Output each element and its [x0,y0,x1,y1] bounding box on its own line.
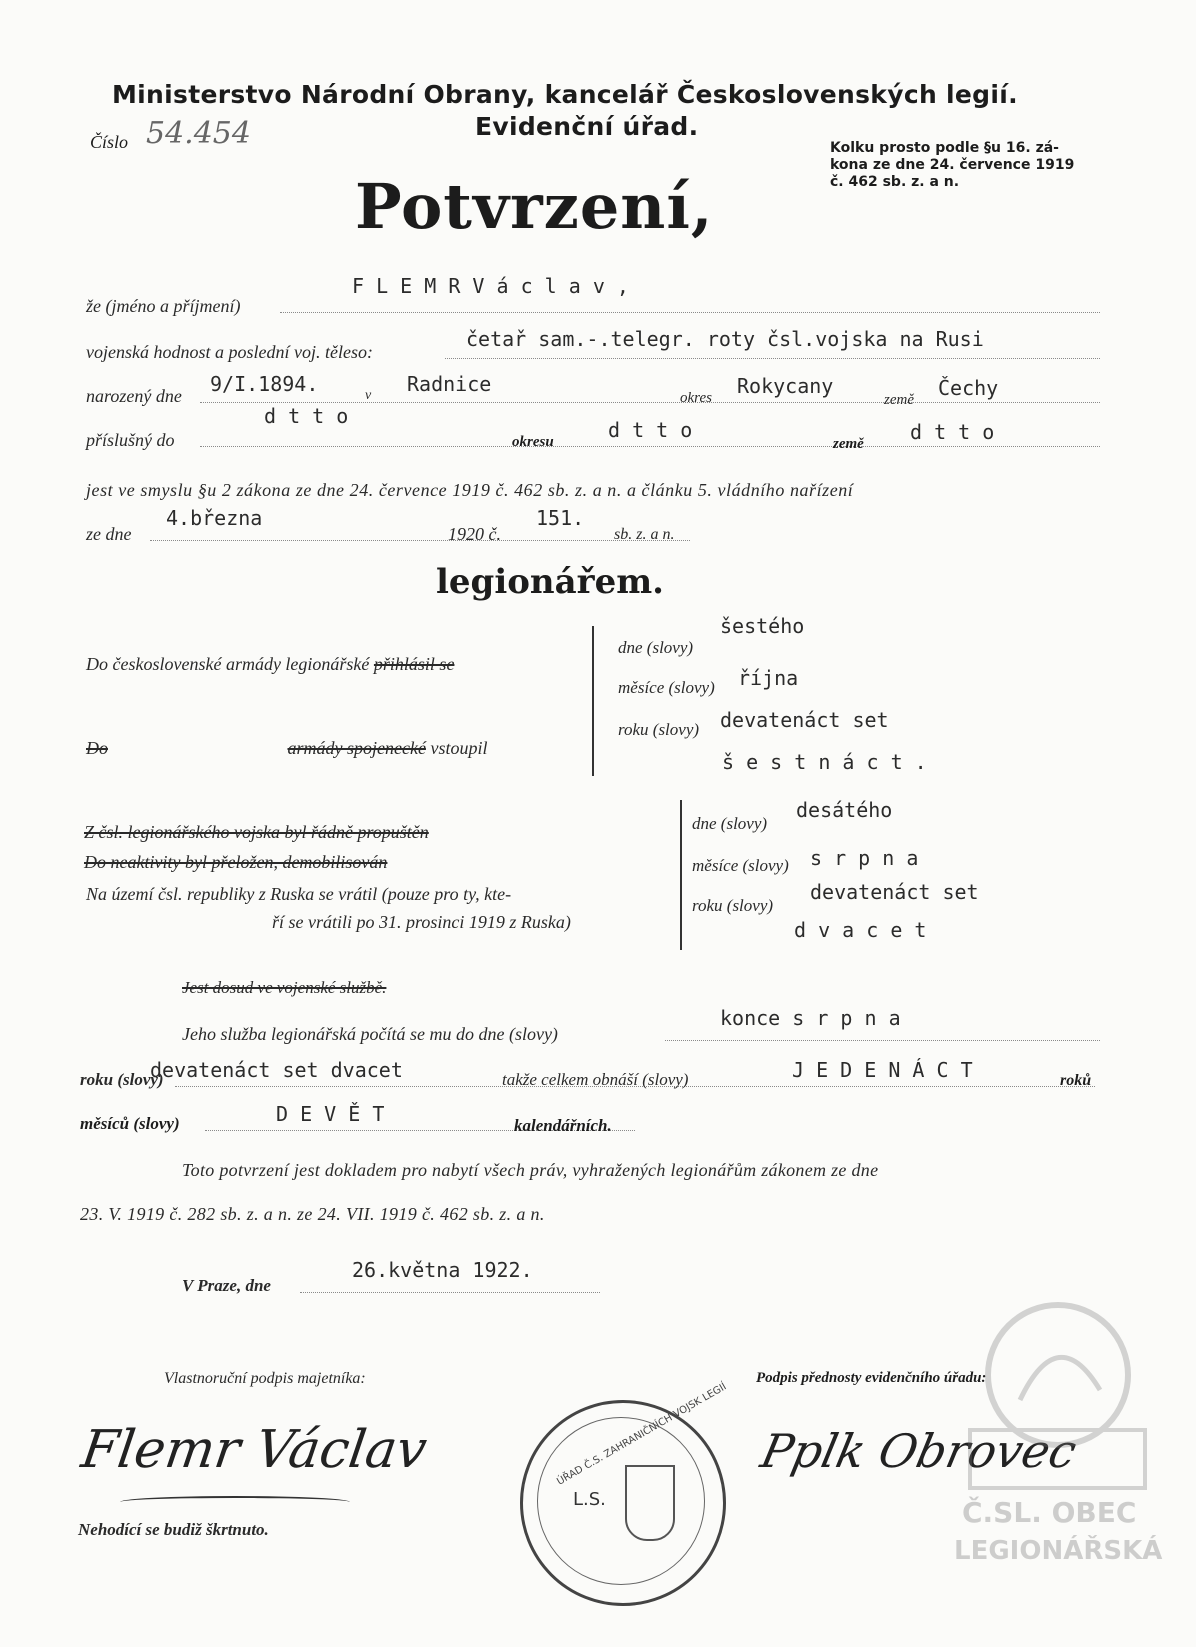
born-place: Radnice [407,372,492,396]
rank-value: četař sam.-.telegr. roty čsl.vojska na Rusi [466,327,984,351]
stamp-center: L.S. [573,1489,606,1510]
prisl-value: d t t o [264,404,349,428]
kolku-line: kona ze dne 24. července 1919 [830,157,1075,173]
law-sb-label: sb. z. a n. [614,526,675,543]
entry-rok-value1: devatenáct set [720,708,889,732]
born-zeme-label: země [884,392,914,408]
exit-rok-value1: devatenáct set [810,880,979,904]
okresu-label: okresu [512,434,554,450]
praha-label: V Praze, dne [182,1276,271,1295]
soldier-head-icon [950,1280,1165,1490]
exit-bracket [680,800,682,950]
entry-den-value: šestého [720,614,805,638]
service-mesicu-label: měsíců (slovy) [80,1114,180,1133]
law-line: jest ve smyslu §u 2 zákona ze dne 24. července 1919 č. 462 sb. z. a n. a článku 5. vládního nařízení [86,480,854,500]
exit-mesic-value: s r p n a [810,846,919,870]
stamp-ring-text: ÚŘAD Č.S. ZAHRANIČNÍCH VOJSK LEGIÍ [555,1381,729,1488]
owner-sig-label: Vlastnoruční podpis majetníka: [164,1370,366,1387]
kolku-line: Kolku prosto podle §u 16. zá- [830,140,1059,156]
okresu-value: d t t o [608,418,693,442]
service-line1-value: konce s r p n a [720,1006,901,1030]
exit-line3: Na území čsl. republiky z Ruska se vrátil (pouze pro ty, kte- [86,884,512,904]
exit-line4: ří se vrátili po 31. prosinci 1919 z Ruska) [272,912,571,932]
legionar-heading: legionářem. [436,562,665,602]
watermark-emblem [950,1280,1165,1600]
law-ze-dne-value: 4.března [166,506,263,530]
chief-signature: Pplk Obrovec [756,1424,1082,1478]
exit-rok-value2: d v a c e t [794,918,927,942]
exit-strike-demobilisovan: Do neaktivity byl přeložen, demobilisován [84,852,388,872]
law-ze-dne-label: ze dne [86,524,132,544]
praha-date: 26.května 1922. [352,1258,533,1282]
exit-den-label: dne (slovy) [692,814,768,833]
owner-signature: Flemr Václav [77,1420,431,1480]
watermark-line1: Č.SL. OBEC [962,1496,1137,1529]
born-label: narozený dne [86,386,182,406]
owner-sig-underline [120,1496,350,1508]
prisl-label: příslušný do [86,430,175,450]
official-stamp [520,1381,729,1606]
stamp-emblem-icon [625,1465,675,1541]
zeme2-label: země [833,436,864,452]
born-zeme: Čechy [938,376,999,400]
office-heading: Evidenční úřad. [475,112,699,141]
exit-rok-label: roku (slovy) [692,896,774,915]
law-year-label: 1920 č. [448,524,501,544]
service-roku-label: roku (slovy) [80,1070,164,1089]
service-roku-suffix: roků [1060,1072,1092,1089]
born-okres: Rokycany [737,374,834,398]
entry-mesic-value: října [738,666,799,690]
exit-mesic-label: měsíce (slovy) [692,856,789,875]
entry-strike-prihlasil: přihlásil se [373,654,455,674]
service-takze-label: takže celkem obnáší (slovy) [502,1070,689,1089]
born-okres-label: okres [680,390,712,406]
service-kalend-label: kalendářních. [514,1116,612,1135]
entry-line1 [86,654,454,675]
entry-line1-text: Do československé armády legionářské [86,654,370,674]
kolku-line: č. 462 sb. z. a n. [830,174,960,190]
chief-sig-label: Podpis přednosty evidenčního úřadu: [756,1370,987,1386]
service-roku-value: devatenáct set dvacet [150,1058,403,1082]
entry-mesic-label: měsíce (slovy) [618,678,715,697]
entry-line2 [86,738,487,759]
name-value: F L E M R V á c l a v , [352,274,629,298]
born-date: 9/I.1894. [210,372,319,396]
service-line1-label: Jeho služba legionářská počítá se mu do dne (slovy) [182,1024,558,1044]
entry-rok-label: roku (slovy) [618,720,700,739]
cislo-value: 54.454 [146,116,251,151]
closing-line2: 23. V. 1919 č. 282 sb. z. a n. ze 24. VII. 1919 č. 462 sb. z. a n. [80,1204,545,1224]
closing-line1: Toto potvrzení jest dokladem pro nabytí všech práv, vyhražených legionářům zákonem ze dne [182,1160,879,1180]
entry-strike-spojenecke: armády spojenecké [287,738,426,758]
entry-bracket [592,626,594,776]
cislo-label: Číslo [90,132,129,152]
kolku-note [830,140,1074,191]
entry-rok-value2: š e s t n á c t . [722,750,927,774]
service-years-value: J E D E N Á C T [792,1058,973,1082]
service-strike: Jest dosud ve vojenské službě. [182,978,387,997]
service-mesicu-value: D E V Ě T [276,1102,385,1126]
entry-strike-do: Do [86,738,108,758]
born-in-label: v [365,388,372,403]
name-label: že (jméno a příjmení) [86,296,241,316]
ministry-heading: Ministerstvo Národní Obrany, kancelář Československých legií. [112,80,1018,109]
watermark-line2: LEGIONÁŘSKÁ [954,1536,1163,1566]
note: Nehodící se budiž škrtnuto. [78,1520,269,1539]
law-number: 151. [536,506,585,530]
entry-vstoupil: vstoupil [430,738,488,758]
exit-den-value: desátého [796,798,893,822]
zeme2-value: d t t o [910,420,995,444]
rank-label: vojenská hodnost a poslední voj. těleso: [86,342,373,362]
entry-den-label: dne (slovy) [618,638,694,657]
exit-strike-propusten: Z čsl. legionářského vojska byl řádně propuštěn [84,822,429,842]
page-title: Potvrzení, [355,170,714,243]
